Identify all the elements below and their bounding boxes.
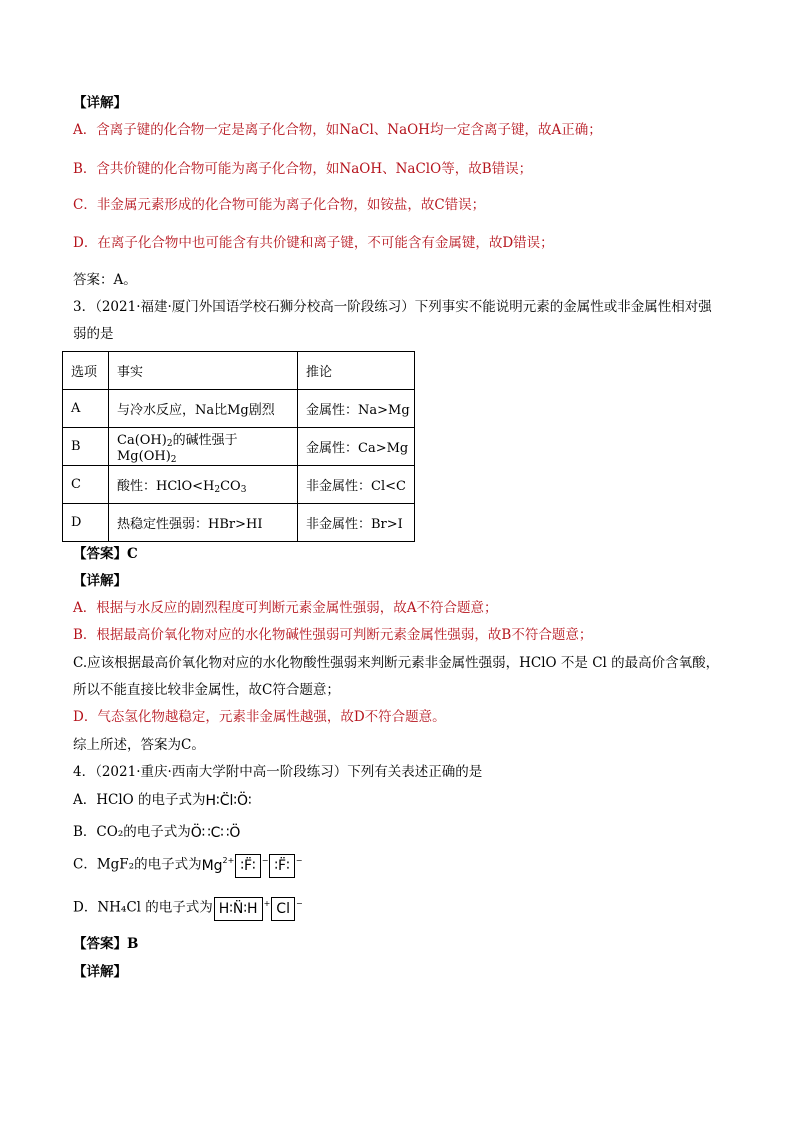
option-a-text: A．HClO 的电子式为 xyxy=(73,792,206,808)
option-c-text: C．MgF₂的电子式为 xyxy=(73,856,202,873)
q2-option-c-explanation: C．非金属元素形成的化合物可能为离子化合物，如铵盐，故C错误； xyxy=(73,197,486,213)
row-fact: 与冷水反应，Na比Mg剧烈 xyxy=(109,390,298,428)
row-option: C xyxy=(63,466,109,504)
q3-option-c-explanation-line2: 所以不能直接比较非金属性，故C符合题意； xyxy=(73,682,340,698)
table-row xyxy=(63,504,415,542)
q3-stem-line1: 3．（2021·福建·厦门外国语学校石狮分校高一阶段练习）下列事实不能说明元素的金属性或非金属性相对强 xyxy=(73,299,712,315)
q4-option-a xyxy=(73,791,252,810)
nh4cl-lewis-structure: H∶N̈∶H + Cl − xyxy=(213,895,303,921)
mgf2-lewis-structure: $Mg^{2+}$ ∶F̈∶ − ∶F̈∶ − xyxy=(202,852,303,878)
table-row xyxy=(63,466,415,504)
q2-option-d-explanation: D．在离子化合物中也可能含有共价键和离子键，不可能含有金属键，故D错误； xyxy=(73,235,554,251)
q3-facts-table xyxy=(62,351,415,542)
table-row xyxy=(63,428,415,466)
q3-option-c-explanation-line1: C.应该根据最高价氧化物对应的水化物酸性强弱来判断元素非金属性强弱，HClO 不是 Cl 的最高价含氧酸， xyxy=(73,655,720,671)
row-option: D xyxy=(63,504,109,542)
q2-answer: 答案：A。 xyxy=(73,272,137,288)
q4-option-b xyxy=(73,823,240,842)
row-conclusion: 金属性：Ca>Mg xyxy=(298,428,415,466)
table-header-fact: 事实 xyxy=(109,352,298,390)
q3-option-d-explanation: D．气态氢化物越稳定，元素非金属性越强，故D不符合题意。 xyxy=(73,709,446,725)
row-conclusion: 非金属性：Br>I xyxy=(298,504,415,542)
detail-label-q4: 【详解】 xyxy=(73,964,127,980)
hclo-lewis-structure: H∶C̈l∶Ö∶ xyxy=(205,792,252,809)
q2-option-b-explanation: B．含共价键的化合物可能为离子化合物，如NaOH、NaClO等，故B错误； xyxy=(73,161,533,177)
row-fact: $Ca(OH)_2$的碱性强于 $Mg(OH)_2$ xyxy=(109,428,298,466)
q3-summary: 综上所述，答案为C。 xyxy=(73,737,205,753)
detail-label-q3: 【详解】 xyxy=(73,573,127,589)
detail-label-q2: 【详解】 xyxy=(73,95,127,111)
q3-answer-label: 【答案】C xyxy=(73,546,138,562)
q3-option-a-explanation: A．根据与水反应的剧烈程度可判断元素金属性强弱，故A不符合题意； xyxy=(73,600,498,616)
table-header-row xyxy=(63,352,415,390)
q3-stem-line2: 弱的是 xyxy=(73,326,114,342)
row-fact: 热稳定性强弱：HBr>HI xyxy=(109,504,298,542)
co2-lewis-structure: Ö∷C∷Ö xyxy=(190,824,241,841)
q3-option-b-explanation: B．根据最高价氧化物对应的水化物碱性强弱可判断元素金属性强弱，故B不符合题意； xyxy=(73,627,593,643)
row-conclusion: 金属性：Na>Mg xyxy=(298,390,415,428)
q2-option-a-explanation: A．含离子键的化合物一定是离子化合物，如NaCl、NaOH均一定含离子键，故A正确； xyxy=(73,122,602,138)
row-fact: 酸性：$HClO<H_2CO_3$ xyxy=(109,466,298,504)
table-header-option: 选项 xyxy=(63,352,109,390)
q4-stem: 4．（2021·重庆·西南大学附中高一阶段练习）下列有关表述正确的是 xyxy=(73,764,483,780)
row-conclusion: 非金属性：Cl<C xyxy=(298,466,415,504)
q4-answer-label: 【答案】B xyxy=(73,936,139,952)
table-row xyxy=(63,390,415,428)
row-option: A xyxy=(63,390,109,428)
option-d-text: D．NH₄Cl 的电子式为 xyxy=(73,899,213,916)
option-b-text: B．CO₂的电子式为 xyxy=(73,824,191,840)
row-option: B xyxy=(63,428,109,466)
table-header-conclusion: 推论 xyxy=(298,352,415,390)
q4-option-c xyxy=(73,852,302,878)
q4-option-d xyxy=(73,895,303,921)
